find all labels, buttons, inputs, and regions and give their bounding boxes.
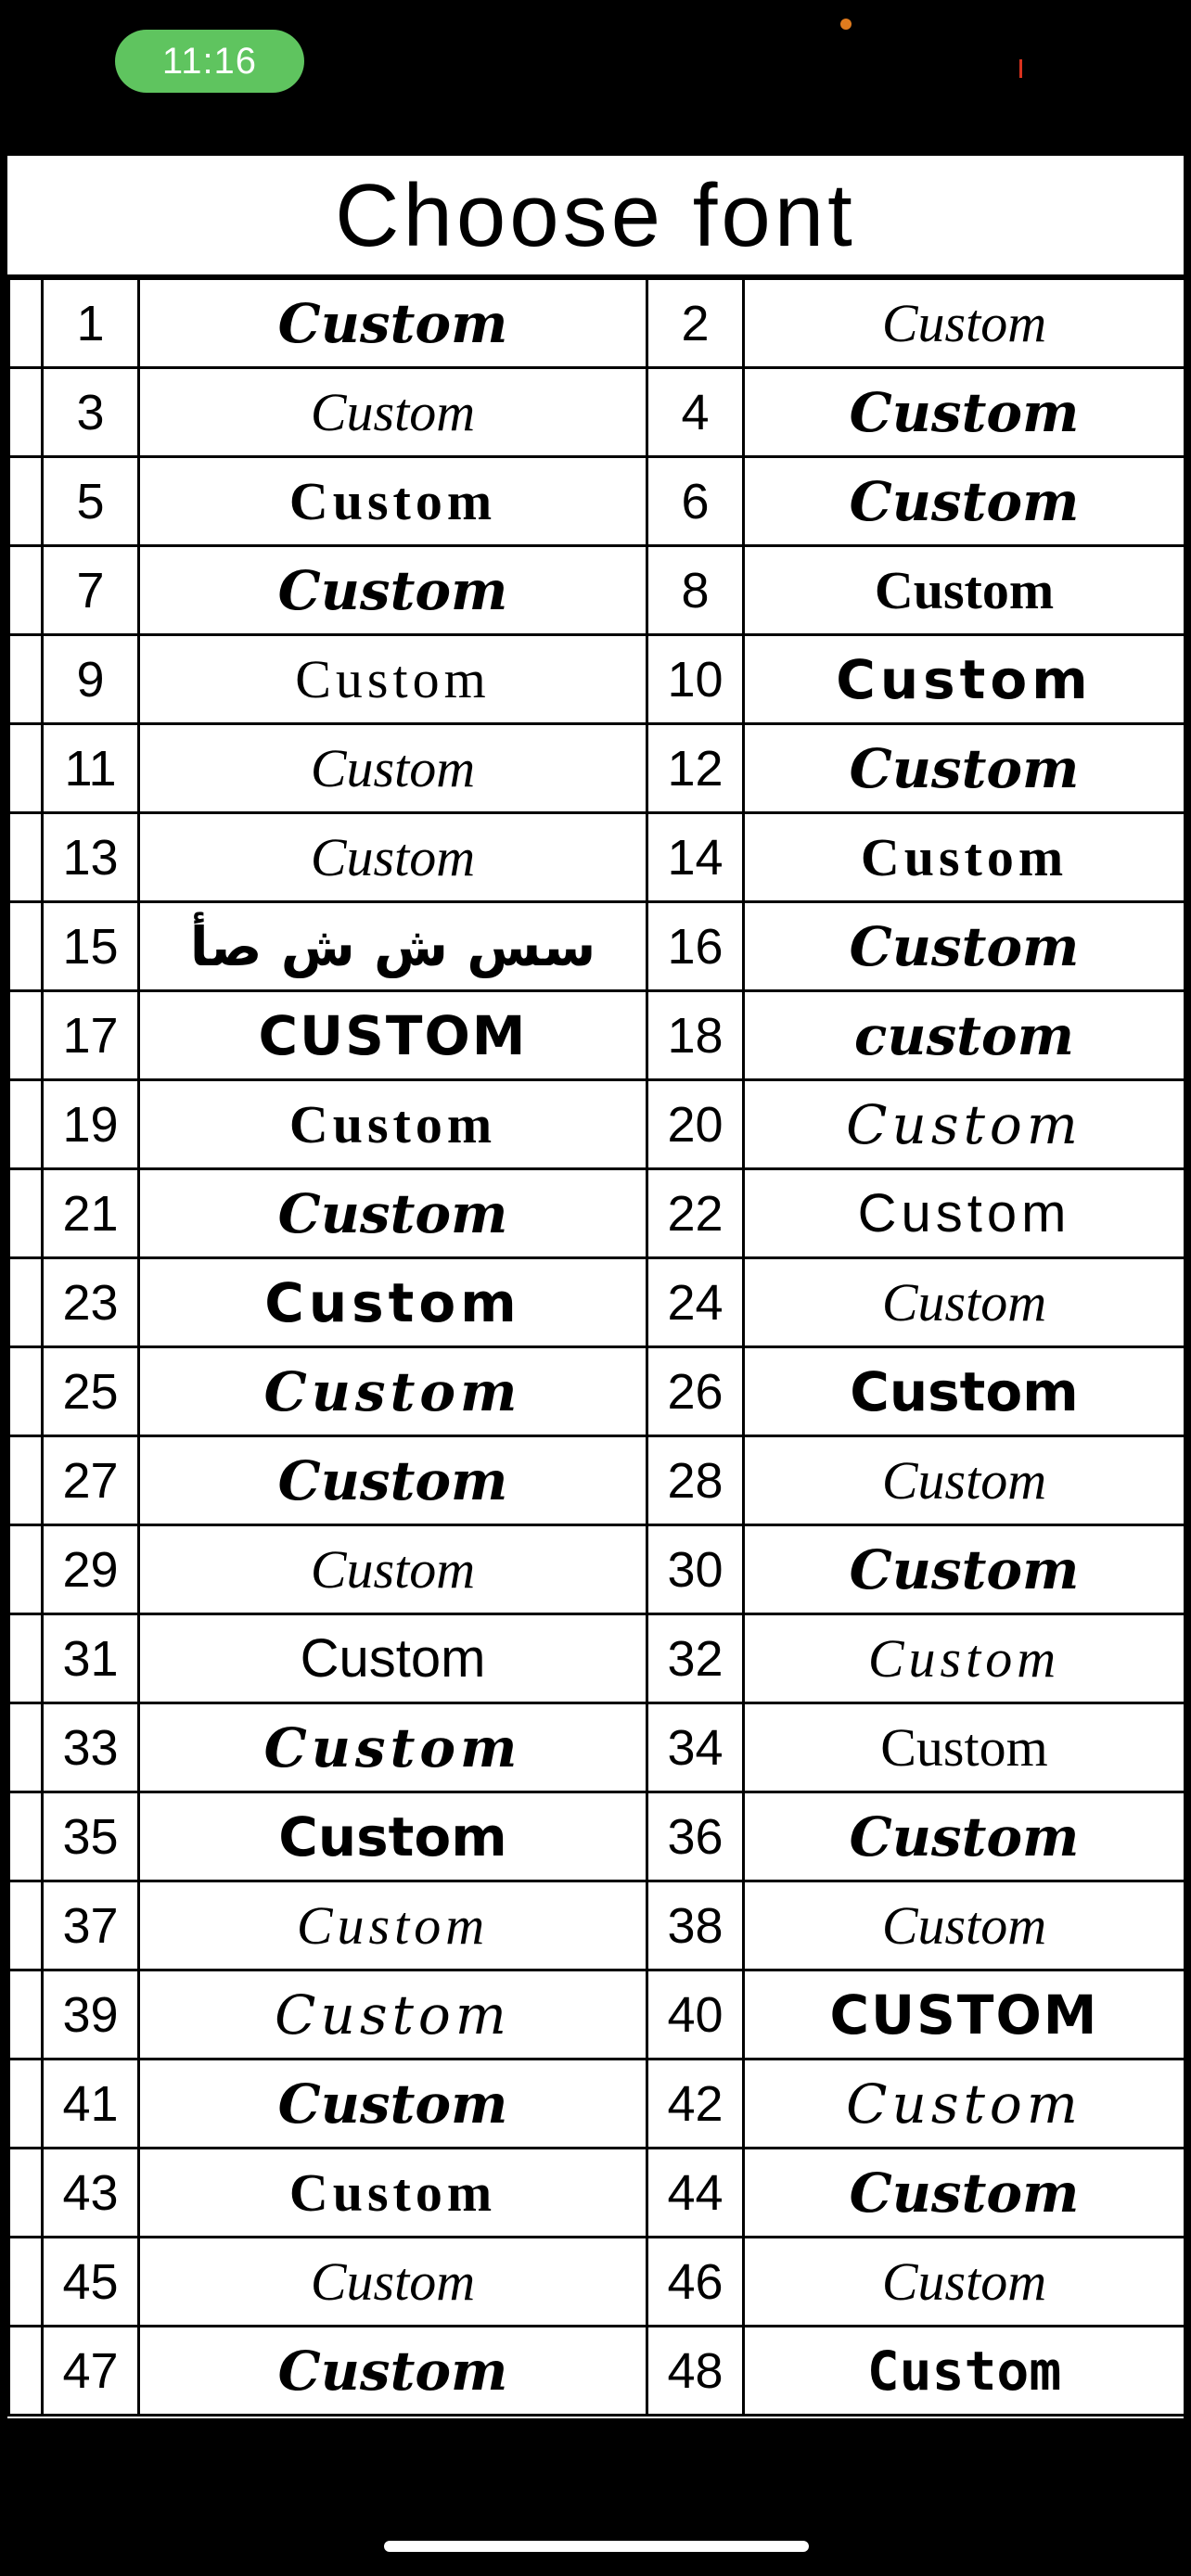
font-sample: Custom [744, 457, 1185, 546]
row-gutter [9, 279, 43, 368]
font-sample: Custom [744, 2060, 1185, 2149]
font-sample: Custom [139, 724, 647, 813]
font-row [9, 1703, 1185, 1792]
font-number: 42 [647, 2060, 744, 2149]
row-gutter [9, 1347, 43, 1436]
privacy-indicator-dot [840, 19, 852, 30]
font-row [9, 2327, 1185, 2416]
font-number: 4 [647, 368, 744, 457]
font-sample: Custom [744, 368, 1185, 457]
row-gutter [9, 1169, 43, 1258]
font-sample: Custom [139, 546, 647, 635]
row-gutter [9, 2149, 43, 2238]
font-number: 1 [43, 279, 139, 368]
font-number: 11 [43, 724, 139, 813]
font-sample: Custom [744, 902, 1185, 991]
font-sample: Custom [744, 724, 1185, 813]
row-gutter [9, 1436, 43, 1525]
font-number: 39 [43, 1970, 139, 2060]
font-number: 38 [647, 1881, 744, 1970]
font-number: 43 [43, 2149, 139, 2238]
font-row [9, 279, 1185, 368]
font-sample: Custom [744, 1080, 1185, 1169]
font-sample: سس ش ش صأ [139, 902, 647, 991]
font-number: 48 [647, 2327, 744, 2416]
font-sample: Custom [139, 1881, 647, 1970]
font-grid [7, 277, 1184, 2417]
row-gutter [9, 635, 43, 724]
font-sample: Custom [744, 1436, 1185, 1525]
font-sample: Custom [744, 1792, 1185, 1881]
font-sample: Custom [744, 1614, 1185, 1703]
font-number: 18 [647, 991, 744, 1080]
font-sample: Custom [139, 279, 647, 368]
font-number: 45 [43, 2238, 139, 2327]
font-number: 34 [647, 1703, 744, 1792]
font-grid-body [9, 279, 1185, 2416]
row-gutter [9, 2238, 43, 2327]
status-indicator-mark [1019, 59, 1022, 78]
font-row [9, 902, 1185, 991]
page-title: Choose font [335, 166, 856, 265]
font-row [9, 1080, 1185, 1169]
font-number: 6 [647, 457, 744, 546]
font-sample: Custom [139, 1080, 647, 1169]
font-sample: Custom [139, 1614, 647, 1703]
font-row [9, 2238, 1185, 2327]
font-row [9, 1525, 1185, 1614]
row-gutter [9, 724, 43, 813]
font-sample: Custom [744, 1881, 1185, 1970]
font-number: 12 [647, 724, 744, 813]
font-sample: Custom [744, 2327, 1185, 2416]
font-sample: Custom [744, 1258, 1185, 1347]
font-sample: Custom [744, 2149, 1185, 2238]
font-number: 16 [647, 902, 744, 991]
font-number: 32 [647, 1614, 744, 1703]
font-sample: Custom [139, 1525, 647, 1614]
font-row [9, 1614, 1185, 1703]
font-number: 15 [43, 902, 139, 991]
font-number: 23 [43, 1258, 139, 1347]
font-sample: Custom [139, 2060, 647, 2149]
home-indicator[interactable] [384, 2541, 809, 2552]
row-gutter [9, 1881, 43, 1970]
font-number: 36 [647, 1792, 744, 1881]
font-number: 10 [647, 635, 744, 724]
font-number: 5 [43, 457, 139, 546]
font-number: 21 [43, 1169, 139, 1258]
font-number: 46 [647, 2238, 744, 2327]
font-number: 47 [43, 2327, 139, 2416]
font-sample: Custom [139, 1169, 647, 1258]
row-gutter [9, 902, 43, 991]
font-sample: Custom [139, 1347, 647, 1436]
font-sample: Custom [139, 1258, 647, 1347]
font-number: 41 [43, 2060, 139, 2149]
font-sample: Custom [139, 2238, 647, 2327]
font-row [9, 368, 1185, 457]
font-number: 14 [647, 813, 744, 902]
font-number: 29 [43, 1525, 139, 1614]
font-number: 17 [43, 991, 139, 1080]
font-sample: Custom [744, 2238, 1185, 2327]
font-sample: CUSTOM [744, 1970, 1185, 2060]
font-sample: Custom [744, 1525, 1185, 1614]
font-row [9, 1881, 1185, 1970]
row-gutter [9, 457, 43, 546]
font-number: 26 [647, 1347, 744, 1436]
font-number: 13 [43, 813, 139, 902]
font-row [9, 635, 1185, 724]
font-number: 20 [647, 1080, 744, 1169]
font-sample: custom [744, 991, 1185, 1080]
font-row [9, 2060, 1185, 2149]
row-gutter [9, 368, 43, 457]
font-grid-wrapper [7, 277, 1184, 2417]
font-chart-image [7, 156, 1184, 2418]
font-row [9, 1347, 1185, 1436]
font-number: 2 [647, 279, 744, 368]
font-number: 31 [43, 1614, 139, 1703]
row-gutter [9, 813, 43, 902]
font-sample: Custom [139, 2327, 647, 2416]
row-gutter [9, 1525, 43, 1614]
font-number: 44 [647, 2149, 744, 2238]
font-number: 8 [647, 546, 744, 635]
font-number: 9 [43, 635, 139, 724]
row-gutter [9, 546, 43, 635]
font-sample: Custom [744, 1347, 1185, 1436]
font-row [9, 813, 1185, 902]
font-sample: Custom [139, 1792, 647, 1881]
font-number: 24 [647, 1258, 744, 1347]
font-sample: Custom [744, 1703, 1185, 1792]
row-gutter [9, 991, 43, 1080]
font-number: 27 [43, 1436, 139, 1525]
font-row [9, 457, 1185, 546]
font-sample: Custom [139, 635, 647, 724]
font-sample: Custom [744, 1169, 1185, 1258]
font-row [9, 546, 1185, 635]
font-number: 19 [43, 1080, 139, 1169]
font-row [9, 1258, 1185, 1347]
row-gutter [9, 1792, 43, 1881]
font-number: 30 [647, 1525, 744, 1614]
font-sample: Custom [139, 1703, 647, 1792]
font-sample: Custom [139, 1436, 647, 1525]
font-row [9, 1792, 1185, 1881]
font-row [9, 2149, 1185, 2238]
font-sample: Custom [139, 368, 647, 457]
font-row [9, 1436, 1185, 1525]
font-number: 35 [43, 1792, 139, 1881]
font-number: 25 [43, 1347, 139, 1436]
status-bar [0, 0, 1191, 156]
font-number: 3 [43, 368, 139, 457]
font-sample: Custom [139, 2149, 647, 2238]
status-time[interactable]: 11:16 [115, 30, 304, 93]
font-sample: Custom [139, 457, 647, 546]
font-number: 33 [43, 1703, 139, 1792]
row-gutter [9, 1080, 43, 1169]
font-sample: Custom [744, 635, 1185, 724]
font-number: 28 [647, 1436, 744, 1525]
font-sample: Custom [744, 279, 1185, 368]
font-row [9, 1970, 1185, 2060]
row-gutter [9, 1614, 43, 1703]
font-number: 37 [43, 1881, 139, 1970]
font-number: 40 [647, 1970, 744, 2060]
font-row [9, 724, 1185, 813]
row-gutter [9, 1703, 43, 1792]
row-gutter [9, 1970, 43, 2060]
row-gutter [9, 1258, 43, 1347]
row-gutter [9, 2060, 43, 2149]
font-sample: Custom [139, 1970, 647, 2060]
font-number: 7 [43, 546, 139, 635]
font-sample: Custom [744, 546, 1185, 635]
font-row [9, 991, 1185, 1080]
font-sample: CUSTOM [139, 991, 647, 1080]
font-row [9, 1169, 1185, 1258]
font-sample: Custom [139, 813, 647, 902]
font-sample: Custom [744, 813, 1185, 902]
row-gutter [9, 2327, 43, 2416]
font-number: 22 [647, 1169, 744, 1258]
